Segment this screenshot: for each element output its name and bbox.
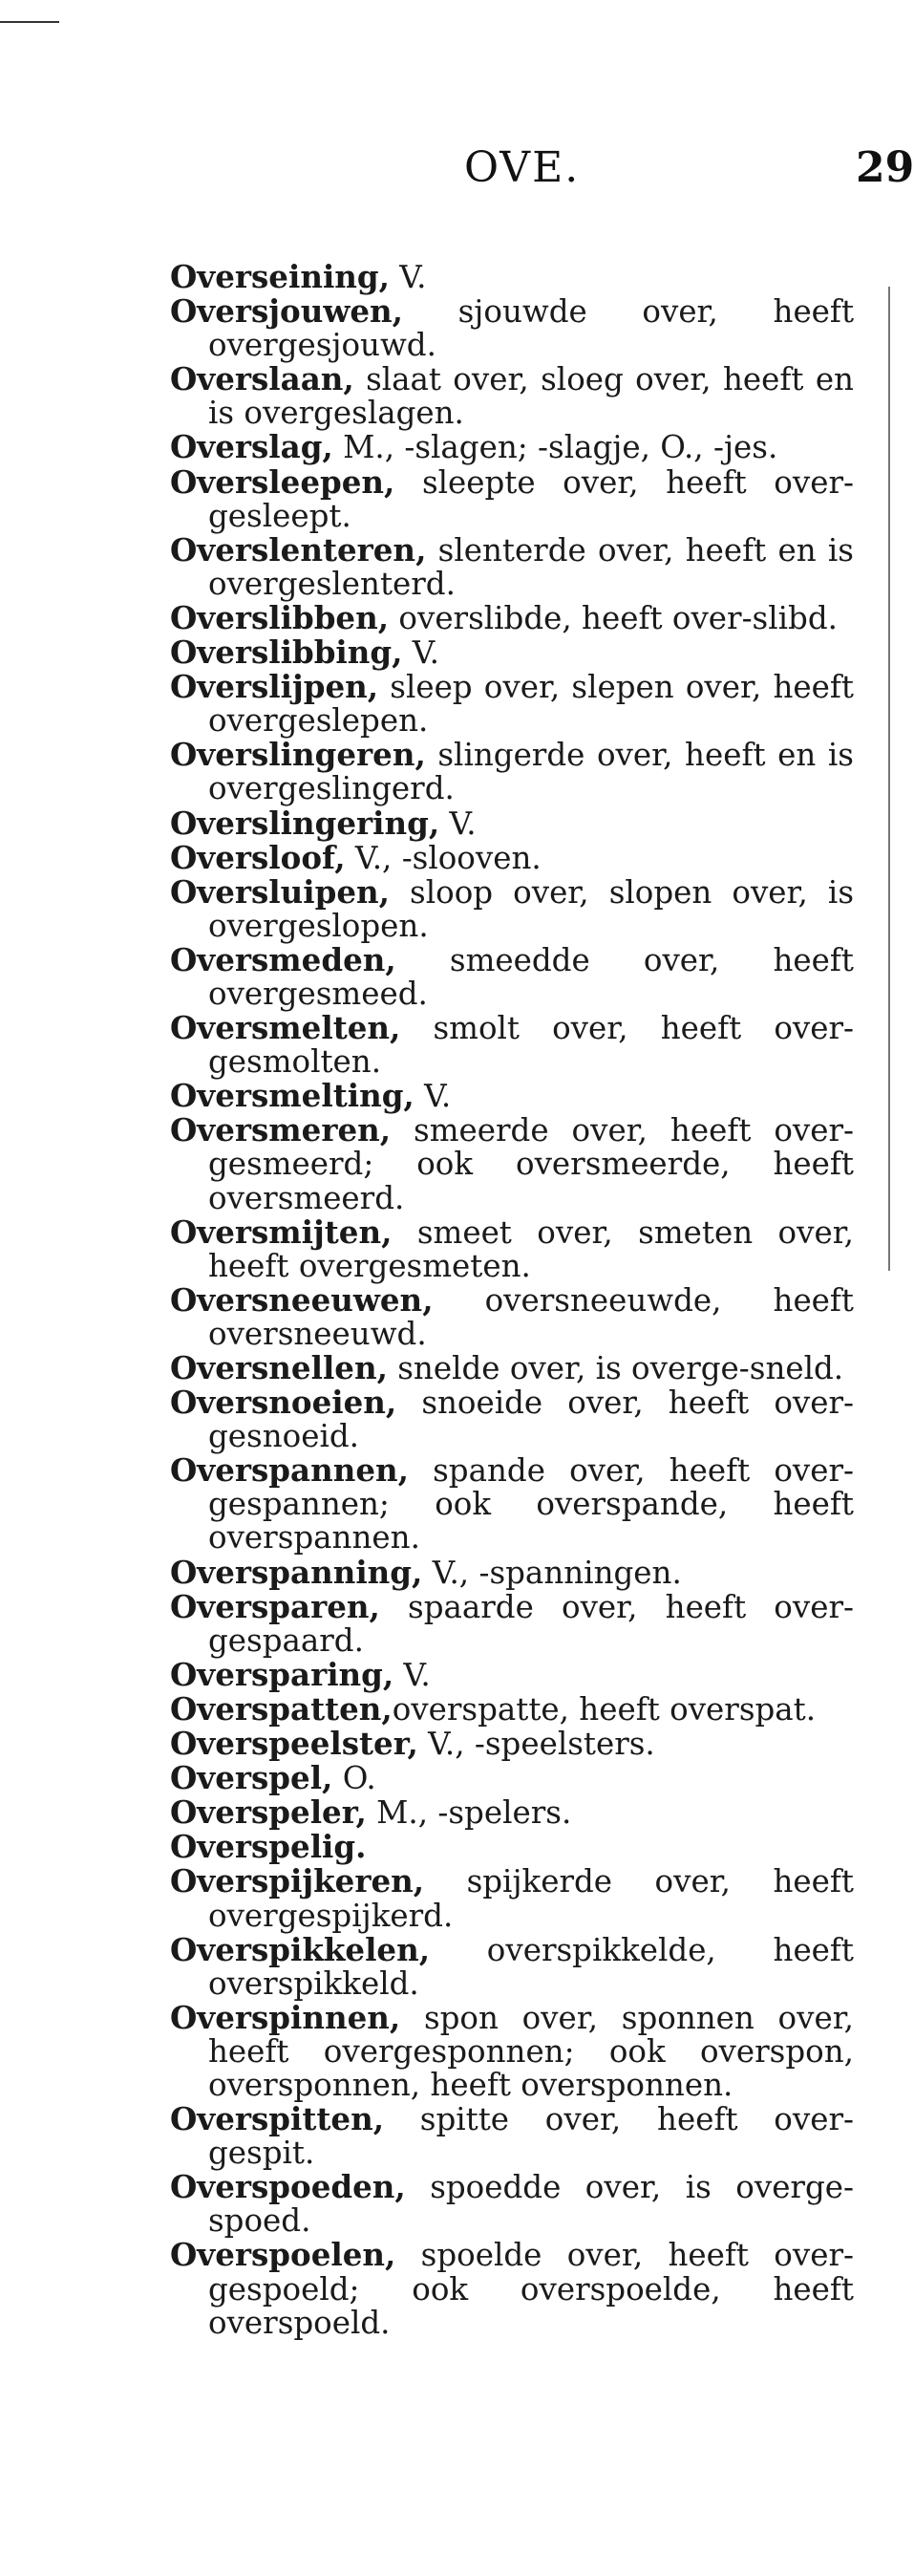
entry-definition: smeet over, smeten over, heeft overgesmeten. [208, 1213, 854, 1284]
dictionary-entry [170, 1727, 854, 1761]
entry-headword: Oversmijten, [170, 1213, 393, 1251]
entry-definition: V., -spanningen. [422, 1554, 682, 1591]
entry-headword: Oversleepen, [170, 462, 395, 501]
dictionary-entry [170, 806, 854, 841]
dictionary-entry [170, 1079, 854, 1113]
entry-headword: Oversloof, [170, 838, 346, 876]
entry-headword: Overspitten, [170, 2100, 385, 2138]
column-divider [888, 287, 890, 1271]
entry-definition: snoeide over, heeft over-gesnoeid. [208, 1385, 854, 1455]
dictionary-entry [170, 1795, 854, 1830]
entry-headword: Overslingeren, [170, 736, 426, 774]
entry-headword: Oversmelten, [170, 1009, 401, 1047]
dictionary-entry [170, 670, 854, 738]
entry-definition: spande over, heeft over-gespannen; ook overspande, heeft overspannen. [208, 1452, 854, 1556]
entry-definition: smolt over, heeft over-gesmolten. [208, 1010, 854, 1081]
entry-definition: overspatte, heeft overspat. [392, 1690, 817, 1728]
dictionary-entry [170, 1385, 854, 1453]
entry-headword: Oversmelting, [170, 1077, 414, 1115]
entry-definition: V., -slooven. [345, 839, 542, 876]
dictionary-entry [170, 2238, 854, 2339]
dictionary-entry [170, 362, 854, 430]
dictionary-entry [170, 598, 854, 636]
dictionary-entry [170, 738, 854, 805]
page-number: 29 [856, 143, 914, 192]
dictionary-entry [170, 2170, 854, 2238]
entry-definition: slaat over, sloeg over, heeft en is overgeslagen. [208, 361, 854, 432]
dictionary-entry [170, 838, 854, 876]
dictionary-entry [170, 1215, 854, 1283]
dictionary-entry-list [170, 260, 854, 2340]
entry-headword: Overseining, [170, 258, 390, 295]
page-title: OVE. [464, 143, 581, 192]
entry-definition: V. [402, 634, 439, 672]
entry-definition: oversneeuwde, heeft oversneeuwd. [208, 1281, 854, 1352]
entry-headword: Overslenteren, [170, 530, 427, 569]
dictionary-entry [170, 1830, 854, 1864]
dictionary-entry [170, 1587, 854, 1659]
entry-headword: Overspatten, [170, 1689, 393, 1728]
entry-definition: slenterde over, heeft en is overgeslenterd. [208, 531, 854, 602]
entry-definition: spitte over, heeft over-gespit. [208, 2101, 854, 2172]
entry-definition: sjouwde over, heeft overgesjouwd. [208, 293, 854, 364]
dictionary-entry [170, 1689, 854, 1728]
entry-headword: Oversluipen, [170, 872, 390, 911]
entry-definition: spaarde over, heeft over-gespaard. [208, 1588, 854, 1659]
entry-headword: Overspijkeren, [170, 1862, 425, 1900]
dictionary-entry [170, 940, 854, 1012]
entry-headword: Overspoeden, [170, 2168, 406, 2206]
entry-definition: V. [389, 259, 427, 295]
entry-definition: smeedde over, heeft overgesmeed. [208, 941, 854, 1012]
entry-definition: spoelde over, heeft over-gespoeld; ook overspoelde, heeft overspoeld. [208, 2237, 854, 2341]
dictionary-entry [170, 1655, 854, 1693]
entry-definition: overspikkelde, heeft overspikkeld. [208, 1931, 854, 2002]
entry-headword: Overslijpen, [170, 668, 379, 706]
entry-headword: Overspannen, [170, 1451, 409, 1490]
dictionary-entry [170, 1351, 854, 1385]
entry-headword: Oversparen, [170, 1587, 380, 1625]
entry-definition: sloop over, slopen over, is overgeslopen. [208, 873, 854, 944]
dictionary-entry [170, 1864, 854, 1932]
dictionary-entry [170, 260, 854, 294]
entry-definition: spijkerde over, heeft overgespijkerd. [208, 1863, 854, 1934]
entry-definition: M., -spelers. [366, 1794, 572, 1832]
entry-headword: Overslag, [170, 428, 333, 466]
dictionary-entry [170, 1280, 854, 1352]
dictionary-entry [170, 1553, 854, 1591]
entry-headword: Overspinnen, [170, 1998, 401, 2036]
dictionary-entry [170, 530, 854, 602]
dictionary-entry [170, 1930, 854, 2002]
dictionary-entry [170, 430, 854, 464]
entry-headword: Overslingering, [170, 804, 440, 842]
dictionary-entry [170, 2102, 854, 2170]
entry-headword: Oversmeren, [170, 1111, 392, 1149]
dictionary-entry [170, 462, 854, 534]
entry-headword: Oversneeuwen, [170, 1280, 434, 1319]
dictionary-entry [170, 1761, 854, 1795]
entry-headword: Overspeelster, [170, 1725, 418, 1763]
entry-headword: Overspel, [170, 1759, 333, 1797]
dictionary-entry [170, 1453, 854, 1555]
entry-headword: Oversjouwen, [170, 292, 403, 331]
page-corner-mark [0, 21, 59, 23]
entry-headword: Oversmeden, [170, 940, 396, 978]
entry-headword: Overspeler, [170, 1793, 367, 1832]
entry-definition: overslibde, heeft over-slibd. [389, 599, 838, 636]
entry-definition: spon over, sponnen over, heeft overgesponnen; ook overspon, oversponnen, heeft oversponnen. [208, 1999, 854, 2103]
entry-headword: Overslibbing, [170, 633, 403, 672]
entry-definition: M., -slagen; -slagje, O., -jes. [332, 429, 778, 466]
entry-headword: Oversnellen, [170, 1349, 388, 1386]
entry-definition: sleep over, slepen over, heeft overgeslepen. [208, 669, 854, 740]
entry-definition: slingerde over, heeft en is overgeslingerd. [208, 737, 854, 807]
entry-definition: V. [439, 805, 477, 842]
entry-headword: Overslibben, [170, 598, 390, 636]
entry-headword: Overspelig. [170, 1828, 367, 1866]
dictionary-entry [170, 872, 854, 944]
entry-headword: Oversparing, [170, 1655, 394, 1693]
entry-headword: Oversnoeien, [170, 1384, 397, 1422]
entry-headword: Overspoelen, [170, 2236, 396, 2274]
dictionary-entry [170, 1998, 854, 2103]
entry-headword: Overspikkelen, [170, 1930, 431, 1968]
dictionary-entry [170, 1011, 854, 1079]
entry-headword: Overslaan, [170, 360, 354, 398]
dictionary-entry [170, 635, 854, 670]
entry-definition: snelde over, is overge-sneld. [387, 1350, 844, 1386]
entry-definition: sleepte over, heeft over-gesleept. [208, 463, 854, 534]
entry-headword: Overspanning, [170, 1553, 423, 1591]
entry-definition: V., -speelsters. [417, 1726, 655, 1763]
dictionary-entry [170, 294, 854, 362]
entry-definition: O. [332, 1760, 376, 1797]
entry-definition: V. [393, 1656, 431, 1693]
page-header [0, 143, 914, 201]
entry-definition: V. [414, 1078, 452, 1115]
dictionary-entry [170, 1113, 854, 1214]
entry-definition: spoedde over, is overge-spoed. [208, 2169, 854, 2240]
entry-definition: smeerde over, heeft over-gesmeerd; ook oversmeerde, heeft oversmeerd. [208, 1112, 854, 1216]
